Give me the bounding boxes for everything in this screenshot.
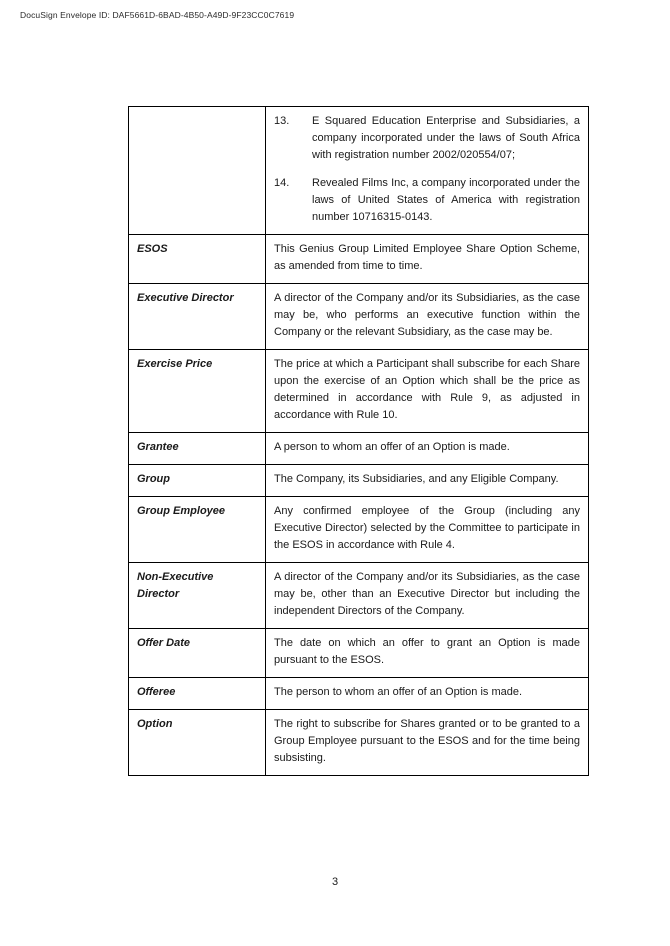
- definition-cell: This Genius Group Limited Employee Share Option Scheme, as amended from time to time.: [266, 235, 589, 284]
- table-row: [129, 465, 589, 497]
- term-cell: Non-Executive Director: [129, 563, 266, 629]
- definition-cell: A person to whom an offer of an Option is made.: [266, 433, 589, 465]
- definition-cell: The Company, its Subsidiaries, and any Eligible Company.: [266, 465, 589, 497]
- table-row: [129, 497, 589, 563]
- definition-cell: [266, 107, 589, 235]
- list-item-text: Revealed Films Inc, a company incorporated under the laws of United States of America with registration number 10716315-0143.: [312, 177, 580, 223]
- definition-cell: The price at which a Participant shall subscribe for each Share upon the exercise of an Option which shall be the price as determined in accordance with Rule 9, as adjusted in accordance with Rule 10.: [266, 350, 589, 433]
- numbered-list-item: [274, 175, 580, 226]
- table-row: [129, 433, 589, 465]
- table-row: [129, 284, 589, 350]
- definition-cell: The person to whom an offer of an Option is made.: [266, 678, 589, 710]
- definitions-table: [128, 106, 589, 776]
- term-cell: [129, 107, 266, 235]
- table-row: [129, 710, 589, 776]
- list-item-number: 14.: [274, 177, 290, 189]
- term-cell: Offer Date: [129, 629, 266, 678]
- term-cell: Group: [129, 465, 266, 497]
- term-cell: Option: [129, 710, 266, 776]
- term-cell: Group Employee: [129, 497, 266, 563]
- page-number: 3: [331, 876, 339, 888]
- list-item-number: 13.: [274, 115, 290, 127]
- definition-cell: A director of the Company and/or its Subsidiaries, as the case may be, who performs an executive function within the Company or the relevant Subsidiary, as the case may be.: [266, 284, 589, 350]
- term-cell: Exercise Price: [129, 350, 266, 433]
- definition-cell: Any confirmed employee of the Group (including any Executive Director) selected by the Committee to participate in the ESOS in accordance with Rule 4.: [266, 497, 589, 563]
- table-row: [129, 678, 589, 710]
- definition-cell: A director of the Company and/or its Subsidiaries, as the case may be, other than an Executive Director but including the independent Directors of the Company.: [266, 563, 589, 629]
- table-row: [129, 629, 589, 678]
- table-row: [129, 235, 589, 284]
- table-row: [129, 563, 589, 629]
- term-cell: Executive Director: [129, 284, 266, 350]
- term-cell: Grantee: [129, 433, 266, 465]
- term-cell: ESOS: [129, 235, 266, 284]
- definition-cell: The right to subscribe for Shares granted or to be granted to a Group Employee pursuant to the ESOS and for the time being subsisting.: [266, 710, 589, 776]
- numbered-list-item: [274, 113, 580, 164]
- table-row: [129, 107, 589, 235]
- list-item-text: E Squared Education Enterprise and Subsidiaries, a company incorporated under the laws of South Africa with registration number 2002/020554/07;: [312, 115, 580, 161]
- docusign-envelope-id: DocuSign Envelope ID: DAF5661D-6BAD-4B50-A49D-9F23CC0C7619: [20, 10, 295, 20]
- term-cell: Offeree: [129, 678, 266, 710]
- definition-cell: The date on which an offer to grant an Option is made pursuant to the ESOS.: [266, 629, 589, 678]
- table-row: [129, 350, 589, 433]
